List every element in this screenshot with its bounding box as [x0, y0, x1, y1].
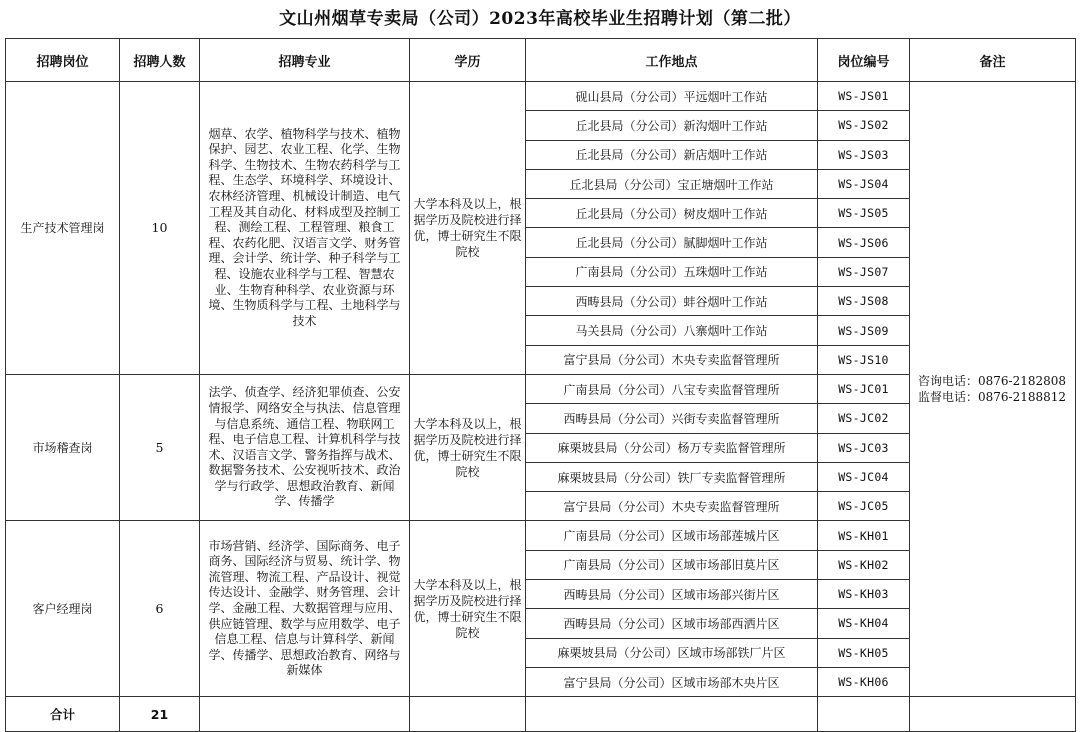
- location-cell: 广南县局（分公司）区域市场部旧莫片区: [526, 550, 818, 579]
- code-cell: WS-JS10: [818, 345, 910, 374]
- recruitment-table: [5, 38, 1076, 732]
- location-cell: 西畴县局（分公司）区域市场部西洒片区: [526, 609, 818, 638]
- location-cell: 西畴县局（分公司）区域市场部兴街片区: [526, 580, 818, 609]
- code-cell: WS-JC02: [818, 404, 910, 433]
- header-position: 招聘岗位: [6, 39, 120, 82]
- header-majors: 招聘专业: [200, 39, 410, 82]
- empty-cell: [910, 697, 1076, 732]
- table-row: [6, 82, 1076, 111]
- count-cell: 5: [120, 374, 200, 520]
- location-cell: 广南县局（分公司）八宝专卖监督管理所: [526, 374, 818, 403]
- code-cell: WS-JS06: [818, 228, 910, 257]
- location-cell: 西畴县局（分公司）兴街专卖监督管理所: [526, 404, 818, 433]
- location-cell: 麻栗坡县局（分公司）区域市场部铁厂片区: [526, 638, 818, 667]
- consult-phone: 咨询电话：0876-2182808: [918, 374, 1067, 389]
- location-cell: 麻栗坡县局（分公司）铁厂专卖监督管理所: [526, 462, 818, 491]
- location-cell: 丘北县局（分公司）树皮烟叶工作站: [526, 199, 818, 228]
- location-cell: 广南县局（分公司）区域市场部莲城片区: [526, 521, 818, 550]
- education-cell: 大学本科及以上，根据学历及院校进行择优，博士研究生不限院校: [410, 374, 526, 520]
- location-cell: 富宁县局（分公司）木央专卖监督管理所: [526, 492, 818, 521]
- total-row: [6, 697, 1076, 732]
- location-cell: 砚山县局（分公司）平远烟叶工作站: [526, 82, 818, 111]
- majors-cell: 法学、侦查学、经济犯罪侦查、公安情报学、网络安全与执法、信息管理与信息系统、通信工程、物联网工程、电子信息工程、计算机科学与技术、汉语言文学、警务指挥与战术、数据警务技术、公安视听技术、政治学与行政学、思想政治教育、新闻学、传播学: [200, 374, 410, 520]
- location-cell: 富宁县局（分公司）区域市场部木央片区: [526, 667, 818, 696]
- header-location: 工作地点: [526, 39, 818, 82]
- location-cell: 丘北县局（分公司）宝正塘烟叶工作站: [526, 169, 818, 198]
- location-cell: 丘北县局（分公司）腻脚烟叶工作站: [526, 228, 818, 257]
- empty-cell: [526, 697, 818, 732]
- code-cell: WS-KH01: [818, 521, 910, 550]
- code-cell: WS-JS03: [818, 140, 910, 169]
- location-cell: 广南县局（分公司）五珠烟叶工作站: [526, 257, 818, 286]
- location-cell: 西畴县局（分公司）蚌谷烟叶工作站: [526, 287, 818, 316]
- count-cell: 6: [120, 521, 200, 697]
- empty-cell: [200, 697, 410, 732]
- header-code: 岗位编号: [818, 39, 910, 82]
- document-title: 文山州烟草专卖局（公司）2023年高校毕业生招聘计划（第二批）: [279, 9, 801, 29]
- supervise-phone: 监督电话：0876-2188812: [918, 390, 1067, 405]
- code-cell: WS-JC04: [818, 462, 910, 491]
- position-cell: 客户经理岗: [6, 521, 120, 697]
- code-cell: WS-KH04: [818, 609, 910, 638]
- code-cell: WS-JS08: [818, 287, 910, 316]
- location-cell: 丘北县局（分公司）新店烟叶工作站: [526, 140, 818, 169]
- location-cell: 马关县局（分公司）八寨烟叶工作站: [526, 316, 818, 345]
- code-cell: WS-KH05: [818, 638, 910, 667]
- location-cell: 富宁县局（分公司）木央专卖监督管理所: [526, 345, 818, 374]
- location-cell: 丘北县局（分公司）新沟烟叶工作站: [526, 111, 818, 140]
- code-cell: WS-JC05: [818, 492, 910, 521]
- total-label: 合计: [6, 697, 120, 732]
- code-cell: WS-KH06: [818, 667, 910, 696]
- header-education: 学历: [410, 39, 526, 82]
- code-cell: WS-JS02: [818, 111, 910, 140]
- header-note: 备注: [910, 39, 1076, 82]
- position-cell: 市场稽查岗: [6, 374, 120, 520]
- education-cell: 大学本科及以上，根据学历及院校进行择优，博士研究生不限院校: [410, 82, 526, 375]
- majors-cell: 烟草、农学、植物科学与技术、植物保护、园艺、农业工程、化学、生物科学、生物技术、生物农药科学与工程、生态学、环境科学、环境设计、农林经济管理、机械设计制造、电气工程及其自动化、材料成型及控制工程、测绘工程、工程管理、粮食工程、农药化肥、汉语言文学、财务管理、会计学、统计学、种子科学与工程、设施农业科学与工程、智慧农业、生物育种科学、农业资源与环境、生物质科学与工程、土地科学与技术: [200, 82, 410, 375]
- location-cell: 麻栗坡县局（分公司）杨万专卖监督管理所: [526, 433, 818, 462]
- header-row: [6, 39, 1076, 82]
- majors-cell: 市场营销、经济学、国际商务、电子商务、国际经济与贸易、统计学、物流管理、物流工程、产品设计、视觉传达设计、金融学、财务管理、会计学、金融工程、大数据管理与应用、供应链管理、数学与应用数学、电子信息工程、信息与计算科学、新闻学、传播学、思想政治教育、网络与新媒体: [200, 521, 410, 697]
- note-cell: [910, 82, 1076, 697]
- code-cell: WS-JS05: [818, 199, 910, 228]
- empty-cell: [818, 697, 910, 732]
- education-cell: 大学本科及以上，根据学历及院校进行择优，博士研究生不限院校: [410, 521, 526, 697]
- code-cell: WS-JS07: [818, 257, 910, 286]
- code-cell: WS-KH03: [818, 580, 910, 609]
- code-cell: WS-JS09: [818, 316, 910, 345]
- header-count: 招聘人数: [120, 39, 200, 82]
- count-cell: 10: [120, 82, 200, 375]
- code-cell: WS-JS01: [818, 82, 910, 111]
- empty-cell: [410, 697, 526, 732]
- code-cell: WS-JS04: [818, 169, 910, 198]
- position-cell: 生产技术管理岗: [6, 82, 120, 375]
- code-cell: WS-JC01: [818, 374, 910, 403]
- code-cell: WS-KH02: [818, 550, 910, 579]
- total-count: 21: [120, 697, 200, 732]
- code-cell: WS-JC03: [818, 433, 910, 462]
